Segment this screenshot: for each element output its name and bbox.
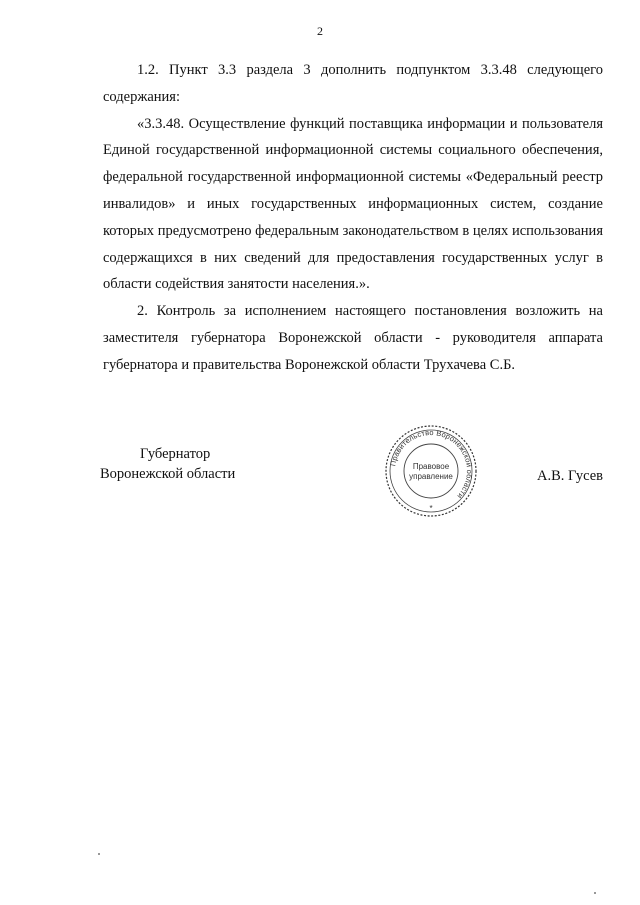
signatory-title-line2: Воронежской области bbox=[100, 466, 236, 482]
page-number: 2 bbox=[317, 24, 323, 38]
signatory-name: А.В. Гусев bbox=[537, 468, 603, 484]
official-stamp bbox=[383, 423, 479, 519]
paragraph-control-clause: 2. Контроль за исполнением настоящего постановления возложить на заместителя губернатора Воронежской области - руководителя аппарата губернатора и правительства Воронежской области Трухачева С.Б. bbox=[103, 303, 603, 373]
stamp-star: * bbox=[429, 504, 433, 513]
signatory-title bbox=[100, 444, 250, 484]
stamp-outer-ring bbox=[386, 426, 476, 516]
document-body bbox=[103, 57, 603, 379]
signatory-title-line1: Губернатор bbox=[140, 446, 211, 462]
stamp-center-line2: управление bbox=[409, 472, 453, 481]
stamp-center-line1: Правовое bbox=[412, 462, 450, 471]
paragraph-subclause-3-3-48: «3.3.48. Осуществление функций поставщика информации и пользователя Единой государственной информационной системы социального обеспечения, федеральной государственной информационной системы «Федеральный реестр инвалидов» и иных государственных информационных систем, создание которых предусмотрено федеральным законодательством в целях использования содержащихся в них сведений для предоставления государственных услуг в области содействия занятости населения.». bbox=[103, 115, 603, 293]
scan-speck bbox=[594, 892, 596, 894]
stamp-ring-text: Правительство Воронежской области bbox=[388, 427, 475, 501]
stamp-inner-ring bbox=[404, 444, 458, 498]
paragraph-amendment-intro: 1.2. Пункт 3.3 раздела 3 дополнить подпунктом 3.3.48 следующего содержания: bbox=[103, 62, 603, 105]
scan-speck bbox=[98, 853, 100, 855]
